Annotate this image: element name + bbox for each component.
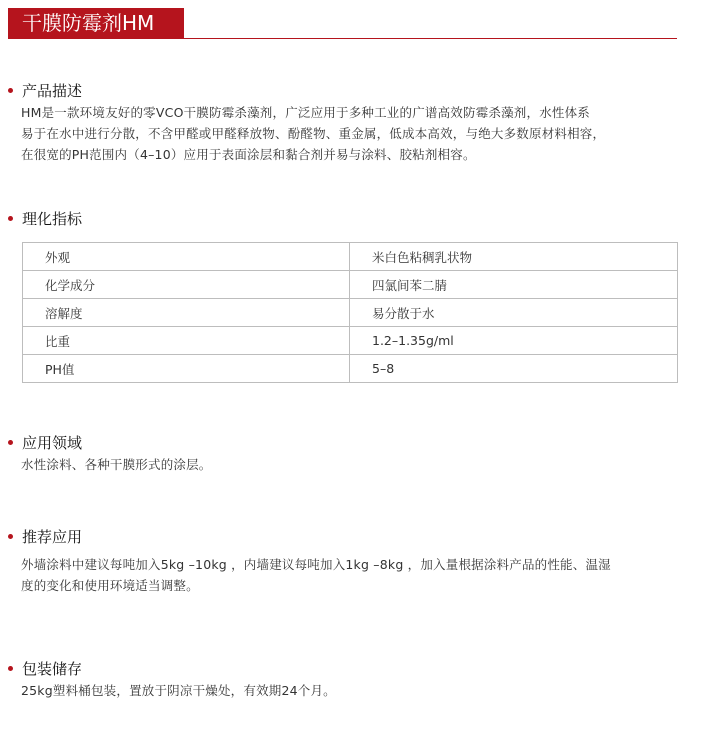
text-line: 外墙涂料中建议每吨加入5kg –10kg ，内墙建议每吨加入1kg –8kg ，加入量根据涂料产品的性能、温湿 — [21, 557, 611, 572]
spec-value: 5–8 — [350, 355, 678, 383]
section-heading-text: 推荐应用 — [22, 528, 83, 546]
table-row — [23, 243, 678, 271]
spec-value: 米白色粘稠乳状物 — [350, 243, 678, 271]
spec-value: 四氯间苯二腈 — [350, 271, 678, 299]
bullet-icon — [8, 666, 13, 671]
table-row — [23, 355, 678, 383]
spec-value: 1.2–1.35g/ml — [350, 327, 678, 355]
title-divider — [8, 38, 677, 39]
section-storage — [8, 658, 688, 701]
table-row — [23, 299, 678, 327]
table-row — [23, 327, 678, 355]
section-usage — [8, 526, 688, 596]
section-heading — [8, 208, 688, 230]
section-text — [21, 554, 688, 596]
bullet-icon — [8, 534, 13, 539]
spec-key: 化学成分 — [23, 271, 350, 299]
section-heading — [8, 80, 688, 102]
bullet-icon — [8, 216, 13, 221]
text-line: 25kg塑料桶包装，置放于阴凉干燥处，有效期24个月。 — [21, 683, 336, 698]
text-line: 在很宽的PH范围内（4–10）应用于表面涂层和黏合剂并易与涂料、胶粘剂相容。 — [21, 147, 476, 162]
section-heading-text: 理化指标 — [22, 210, 83, 228]
section-application — [8, 432, 688, 475]
spec-table — [22, 242, 678, 383]
page-title: 干膜防霉剂HM — [8, 8, 184, 38]
text-line: 易于在水中进行分散，不含甲醛或甲醛释放物、酚醛物、重金属，低成本高效，与绝大多数原材料相容， — [21, 126, 606, 141]
section-text — [21, 680, 688, 701]
text-line: 水性涂料、各种干膜形式的涂层。 — [21, 457, 212, 472]
spec-value: 易分散于水 — [350, 299, 678, 327]
section-heading — [8, 526, 688, 548]
spec-key: PH值 — [23, 355, 350, 383]
bullet-icon — [8, 88, 13, 93]
section-specs — [8, 208, 688, 230]
section-heading — [8, 432, 688, 454]
section-heading — [8, 658, 688, 680]
text-line: 度的变化和使用环境适当调整。 — [21, 578, 199, 593]
section-heading-text: 产品描述 — [22, 82, 83, 100]
text-line: HM是一款环境友好的零VCO干膜防霉杀藻剂，广泛应用于多种工业的广谱高效防霉杀藻剂，水性体系 — [21, 105, 591, 120]
spec-key: 比重 — [23, 327, 350, 355]
section-heading-text: 包装储存 — [22, 660, 83, 678]
section-heading-text: 应用领域 — [22, 434, 83, 452]
table-row — [23, 271, 678, 299]
spec-key: 外观 — [23, 243, 350, 271]
section-text — [21, 454, 688, 475]
bullet-icon — [8, 440, 13, 445]
section-description — [8, 80, 688, 165]
section-text — [21, 102, 688, 165]
spec-key: 溶解度 — [23, 299, 350, 327]
